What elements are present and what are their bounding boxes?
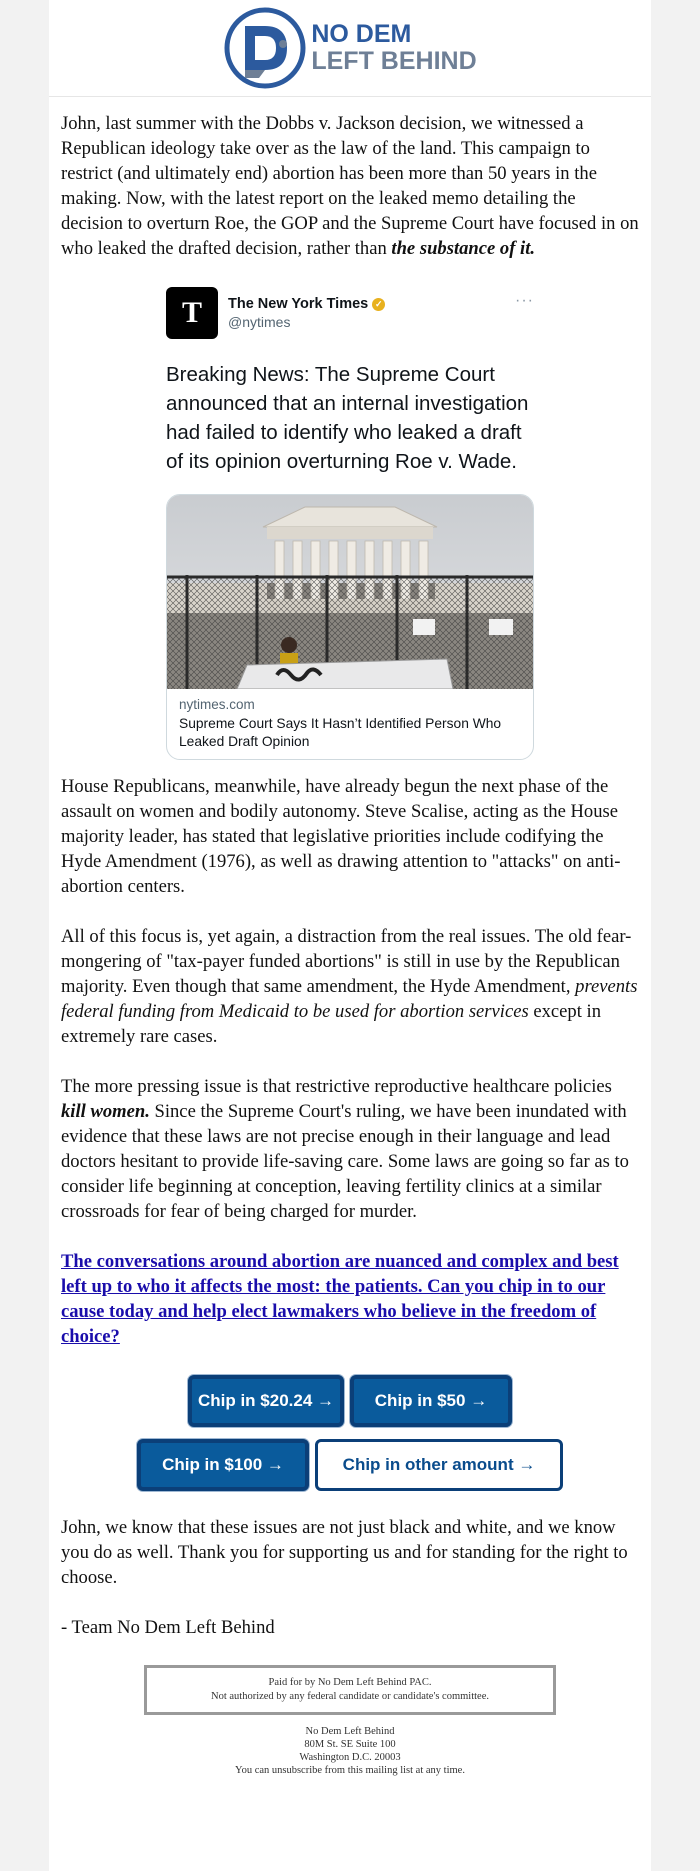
paragraph3-tail: except in extremely rare cases.	[61, 1001, 601, 1047]
tweet-text: Breaking News: The Supreme Court announced that an internal investigation had failed to identify who leaked a draft of its opinion overturning Roe v. Wade.	[166, 363, 529, 473]
closing-paragraph: John, we know that these issues are not just black and white, and we know you do as well. Thank you for supporting us and for standing for the right to choose.	[61, 1517, 628, 1588]
intro-paragraph	[61, 111, 639, 261]
address-city: Washington D.C. 20003	[299, 1752, 401, 1763]
paragraph4-tail: Since the Supreme Court's ruling, we have been inundated with evidence that these laws are not precise enough in their language and lead doctors hesitant to provide life-saving care. Some laws are going so far as to consider life beginning at conception, leaving fertility clinics at a similar crossroads for fear of being charged for murder.	[61, 1101, 629, 1222]
tweet-author-block	[228, 296, 385, 330]
brand-logo-icon	[223, 6, 307, 90]
tweet-author-name: The New York Times	[228, 296, 369, 312]
tweet-card-domain: nytimes.com	[179, 697, 255, 712]
paragraph-distraction	[61, 924, 639, 1049]
email-footer	[61, 1665, 639, 1777]
tweet-author[interactable]	[228, 296, 385, 312]
intro-emphasis: the substance of it.	[391, 238, 536, 259]
paid-for-disclaimer	[144, 1665, 556, 1715]
chip-in-other-button[interactable]: Chip in other amount →	[315, 1439, 563, 1491]
paragraph4-emphasis: kill women.	[61, 1101, 150, 1122]
chip-in-20-button[interactable]: Chip in $20.24 →	[188, 1375, 344, 1427]
donation-buttons-row-1	[61, 1375, 639, 1427]
brand-name	[311, 21, 476, 75]
email-body	[49, 0, 651, 1871]
paragraph4-text: The more pressing issue is that restrictive reproductive healthcare policies	[61, 1076, 612, 1097]
email-header	[49, 0, 651, 97]
intro-text: John, last summer with the Dobbs v. Jackson decision, we witnessed a Republican ideology take over as the law of the land. This campaign to restrict (and ultimately end) abortion has been more than 50 years in the making. Now, with the latest report on the leaked memo detailing the decision to overturn Roe, the GOP and the Supreme Court have focused in on who leaked the drafted decision, rather than	[61, 113, 639, 259]
paragraph-pressing-issue	[61, 1074, 639, 1224]
tweet-handle[interactable]: @nytimes	[228, 314, 291, 330]
not-authorized-line: Not authorized by any federal candidate or candidate's committee.	[211, 1691, 489, 1702]
chip-in-100-button[interactable]: Chip in $100 →	[137, 1439, 309, 1491]
paragraph3-text: All of this focus is, yet again, a distraction from the real issues. The old fear-mongering of "tax-payer funded abortions" is still in use by the Republican majority. Even though that same amendment, the Hyde Amendment,	[61, 926, 632, 997]
brand-name-line2: LEFT BEHIND	[311, 47, 477, 75]
chip-in-50-button[interactable]: Chip in $50 →	[350, 1375, 512, 1427]
paid-for-line: Paid for by No Dem Left Behind PAC.	[268, 1677, 432, 1688]
more-options-icon[interactable]: ···	[515, 292, 534, 309]
verified-badge-icon: ✓	[372, 298, 385, 311]
mailing-address	[61, 1725, 639, 1777]
unsubscribe-text[interactable]: You can unsubscribe from this mailing list at any time.	[235, 1765, 465, 1776]
embedded-tweet[interactable]	[166, 286, 534, 760]
signoff: - Team No Dem Left Behind	[61, 1617, 275, 1638]
paragraph3-italic: prevents federal funding from Medicaid to be used for abortion services	[61, 976, 638, 1022]
paragraph-house-republicans: House Republicans, meanwhile, have already begun the next phase of the assault on women and bodily autonomy. Steve Scalise, acting as the House majority leader, has stated that legislative priorities include codifying the Hyde Amendment (1976), as well as drawing attention to "attacks" on anti-abortion centers.	[61, 776, 621, 897]
brand-name-line1: NO DEM	[311, 20, 412, 48]
address-org: No Dem Left Behind	[305, 1726, 395, 1737]
tweet-link-card[interactable]	[166, 494, 534, 760]
address-street: 80M St. SE Suite 100	[304, 1739, 396, 1750]
tweet-header	[166, 286, 534, 340]
tweet-card-footer	[167, 689, 533, 759]
tweet-card-title: Supreme Court Says It Hasn’t Identified Person Who Leaked Draft Opinion	[179, 716, 502, 749]
supreme-court-photo	[167, 495, 534, 689]
donation-buttons-row-2	[61, 1439, 639, 1491]
email-content	[49, 97, 651, 1777]
donate-cta-link[interactable]: The conversations around abortion are nuanced and complex and best left up to who it affects the most: the patients. Can you chip in to our cause today and help elect lawmakers who believe in the freedom of choice?	[61, 1251, 619, 1347]
nyt-avatar-icon[interactable]: T	[166, 287, 218, 339]
